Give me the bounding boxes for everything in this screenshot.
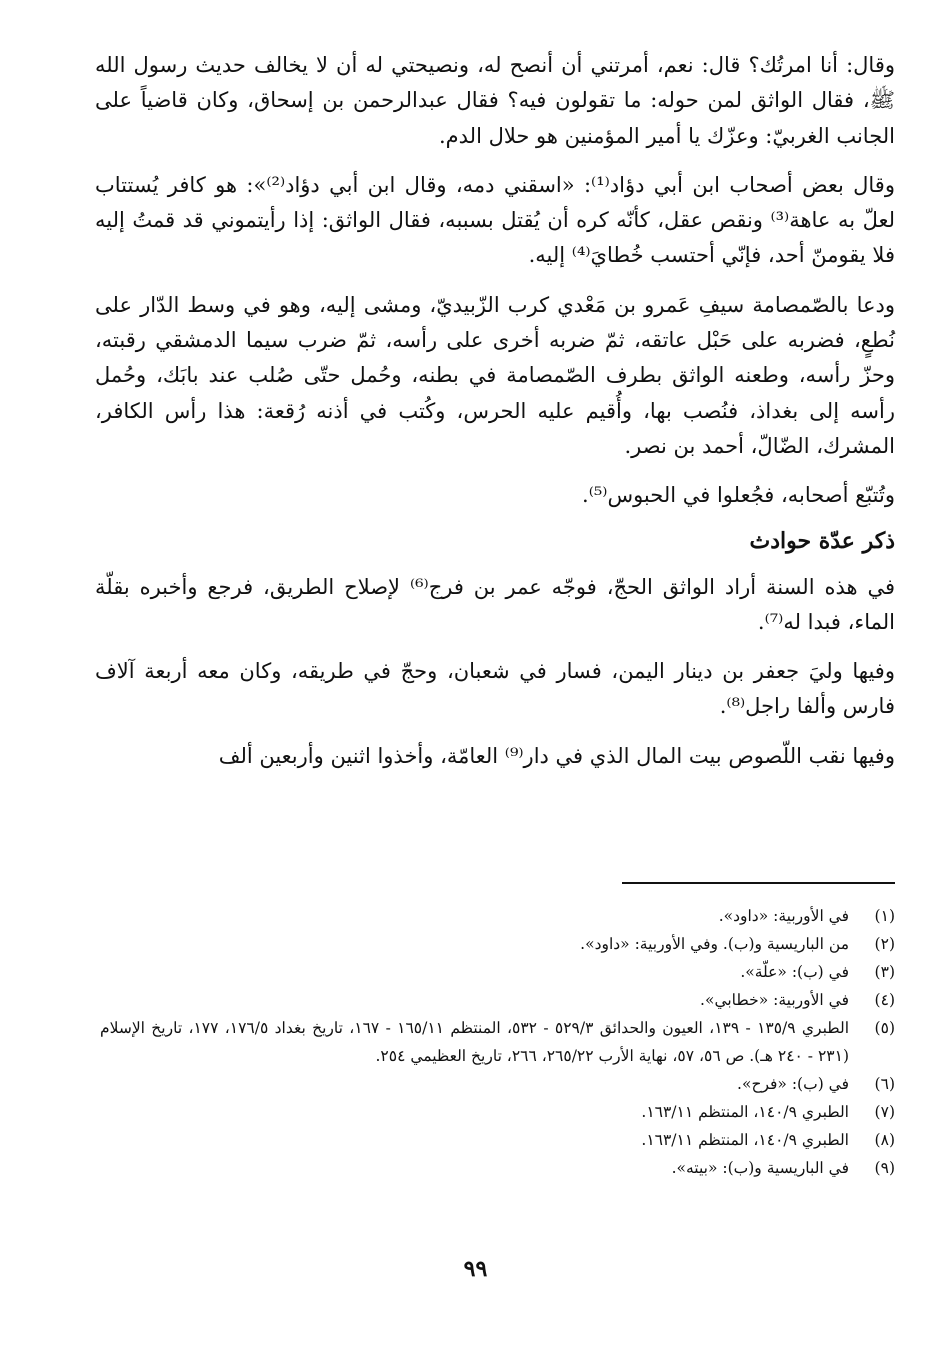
paragraph: وفيها وليَ جعفر بن دينار اليمن، فسار في شعبان، وحجّ في طريقه، وكان معه أربعة آلاف فارس وألفا راجل⁽⁸⁾. [95,659,895,719]
footnote-text: الطبري ١٤٠/٩، المنتظم ١٦٣/١١. [641,1103,849,1121]
footnote [100,902,895,930]
footnote-text: في الأوربية: «خطابي». [700,991,849,1009]
footnote [100,986,895,1014]
footnote [100,1126,895,1154]
paragraph: وقال: أنا امرتُك؟ قال: نعم، أمرتني أن أنصح له، ونصيحتي له أن لا يخالف حديث رسول الله ﷺ، فقال الواثق لمن حوله: ما تقولون فيه؟ فقال عبدالرحمن بن إسحاق، وكان قاضياً على الجانب الغربيّ: وعزّك يا أمير المؤمنين هو حلال الدم. [95,53,895,148]
footnote [100,1070,895,1098]
paragraph: وقال بعض أصحاب ابن أبي دؤاد⁽¹⁾: «اسقني دمه، وقال ابن أبي دؤاد⁽²⁾»: هو كافر يُستتاب لعلّ به عاهة⁽³⁾ ونقص عقل، كأنّه كره أن يُقتل بسببه، فقال الواثق: إذا رأيتموني قد قمتُ إليه فلا يقومنّ أحد، فإنّي أحتسب خُطايَ⁽⁴⁾ إليه. [95,172,895,268]
footnote-number: (٨) [874,1131,895,1149]
page-number: ٩٩ [463,1256,488,1282]
main-text [95,48,895,774]
footnote [100,930,895,958]
footnote-text: من الباريسية و(ب). وفي الأوربية: «داود». [580,935,849,953]
footnote-number: (١) [874,907,895,925]
footnote-text: في الباريسية و(ب): «بيته». [671,1159,849,1177]
footnote-number: (٣) [874,963,895,981]
footnote [100,958,895,986]
footnote [100,1098,895,1126]
footnote-text: في الأوربية: «داود». [718,907,849,925]
footnote-number: (٥) [874,1019,895,1037]
paragraph: وتُتبّع أصحابه، فجُعلوا في الحبوس⁽⁵⁾. [582,483,895,508]
footnote-separator [622,882,895,884]
footnote [100,1014,895,1070]
footnote-text: الطبري ١٤٠/٩، المنتظم ١٦٣/١١. [641,1131,849,1149]
footnote-number: (٢) [874,935,895,953]
footnotes-list [100,902,895,1182]
footnote-number: (٩) [874,1159,895,1177]
footnote-text: في (ب): «علّة». [740,963,849,981]
section-heading: ذكر عدّة حوادث [749,527,895,554]
paragraph: في هذه السنة أراد الواثق الحجّ، فوجّه عمر بن فرج⁽⁶⁾ لإصلاح الطريق، فرجع وأخبره بقلّة الماء، فبدا له⁽⁷⁾. [95,574,895,634]
footnote-number: (٦) [874,1075,895,1093]
footnote-number: (٧) [874,1103,895,1121]
footnote-text: الطبري ١٣٥/٩ - ١٣٩، العيون والحدائق ٥٢٩/٣ - ٥٣٢، المنتظم ١٦٥/١١ - ١٦٧، تاريخ بغداد ١٧٦/٥، ١٧٧، تاريخ الإسلام (٢٣١ - ٢٤٠ هـ). ص ٥٦، ٥٧، نهاية الأرب ٢٦٥/٢٢، ٢٦٦، تاريخ العظيمي ٢٥٤. [100,1019,850,1065]
footnote-text: في (ب): «فرح». [737,1075,849,1093]
paragraph: وفيها نقب اللّصوص بيت المال الذي في دار⁽⁹⁾ العامّة، وأخذوا اثنين وأربعين ألف [218,743,895,768]
footnote [100,1154,895,1182]
paragraph: ودعا بالصّمصامة سيفِ عَمرو بن مَعْدي كرب الزّبيديّ، ومشى إليه، وهو في وسط الدّار على نُطعٍ، فضربه على حَبْل عاتقه، ثمّ ضربه أخرى على رأسه، ثمّ ضرب سيما الدمشقي رقبته، وحزّ رأسه، وطعنه الواثق بطرف الصّمصامة في بطنه، وحُمل حتّى صُلب عند بابَك، وحُمل رأسه إلى بغداذ، فنُصب بها، وأُقيم عليه الحرس، وكُتب في أذنه رُقعة: هذا رأس الكافر، المشرك، الضّالّ، أحمد بن نصر. [95,292,895,458]
footnote-number: (٤) [874,991,895,1009]
